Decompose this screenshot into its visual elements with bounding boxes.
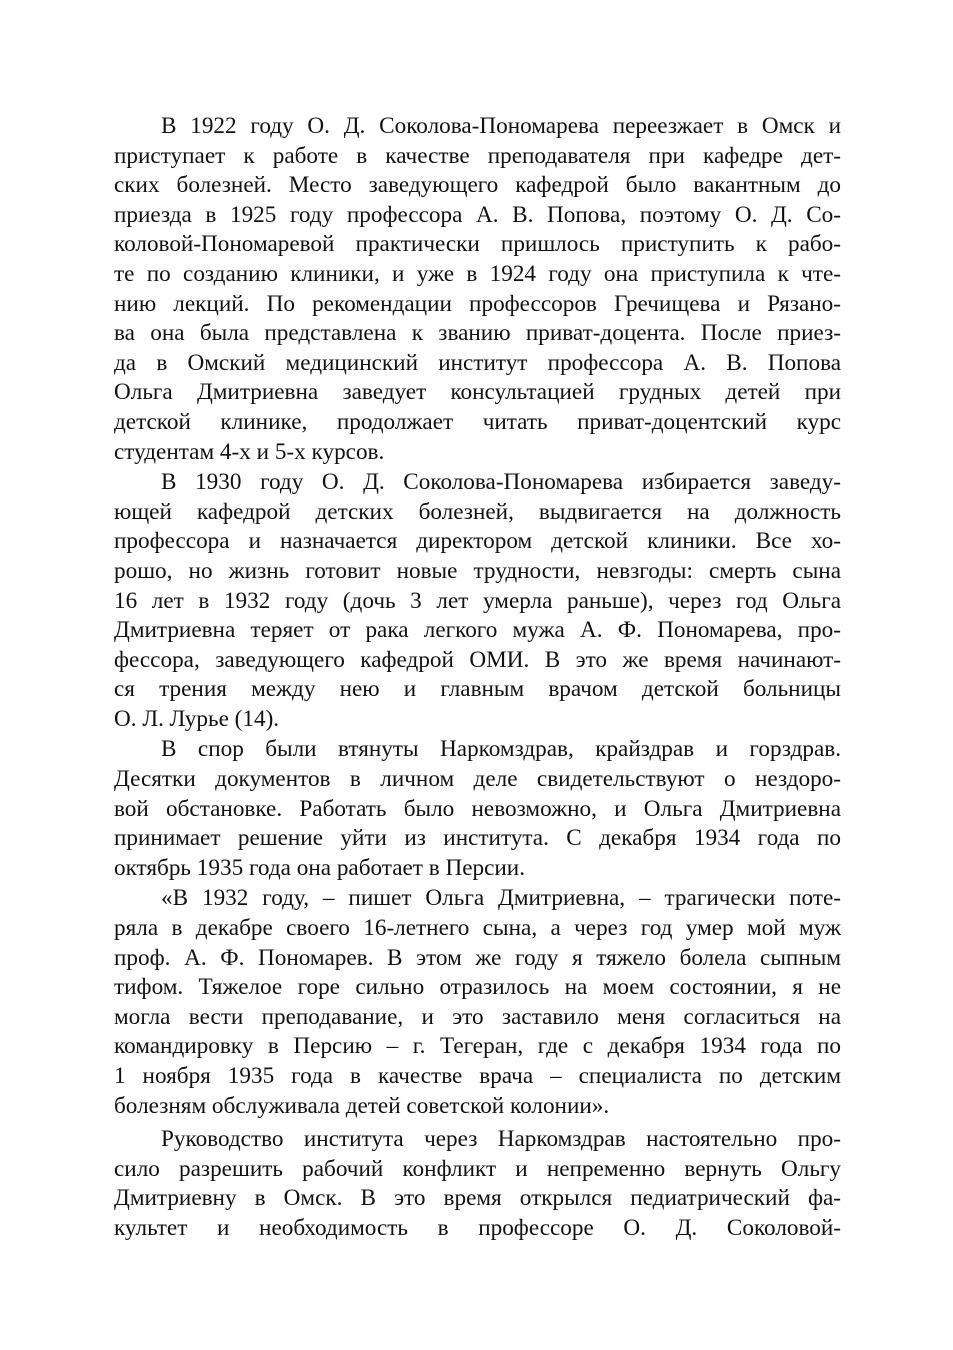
paragraph	[114, 1125, 841, 1243]
paragraph	[114, 112, 841, 467]
text-line: 16 лет в 1932 году (дочь 3 лет умерла раньше), через год Ольга	[114, 587, 841, 614]
text-line: фессора, заведующего кафедрой ОМИ. В это же время начинают-	[114, 646, 841, 673]
text-line: Дмитриевна теряет от рака легкого мужа А. Ф. Пономарева, про-	[114, 617, 841, 644]
text-line: сило разрешить рабочий конфликт и непременно вернуть Ольгу	[114, 1155, 841, 1182]
text-line: Десятки документов в личном деле свидетельствуют о нездоро-	[114, 766, 841, 793]
text-line: болезням обслуживала детей советской колонии».	[114, 1092, 610, 1119]
text-line: ся трения между нею и главным врачом детской больницы	[114, 676, 841, 703]
text-line: принимает решение уйти из института. С декабря 1934 года по	[114, 825, 841, 852]
text-line: В 1930 году О. Д. Соколова-Пономарева избирается заведу-	[161, 469, 841, 496]
text-line: В спор были втянуты Наркомздрав, крайздрав и горздрав.	[161, 736, 841, 763]
text-line: профессора и назначается директором детской клиники. Все хо-	[114, 528, 841, 555]
text-line: рошо, но жизнь готовит новые трудности, невзгоды: смерть сына	[114, 557, 841, 584]
text-line: проф. А. Ф. Пономарев. В этом же году я тяжело болела сыпным	[114, 944, 841, 971]
text-line: Руководство института через Наркомздрав настоятельно про-	[161, 1126, 841, 1153]
paragraph	[114, 735, 841, 883]
text-line: командировку в Персию – г. Тегеран, где с декабря 1934 года по	[114, 1033, 841, 1060]
text-line: могла вести преподавание, и это заставило меня согласиться на	[114, 1003, 841, 1030]
text-line: приезда в 1925 году профессора А. В. Попова, поэтому О. Д. Со-	[114, 201, 841, 228]
text-line: студентам 4-х и 5-х курсов.	[114, 438, 385, 465]
text-line: Ольга Дмитриевна заведует консультацией грудных детей при	[114, 379, 841, 406]
text-line: детской клинике, продолжает читать приват-доцентский курс	[114, 408, 841, 435]
text-line: те по созданию клиники, и уже в 1924 году она приступила к чте-	[114, 260, 841, 287]
paragraph	[114, 468, 841, 734]
text-line: ва она была представлена к званию приват-доцента. После приез-	[114, 320, 841, 347]
text-line: да в Омский медицинский институт профессора А. В. Попова	[114, 349, 841, 376]
paragraph	[114, 884, 841, 1121]
text-line: ющей кафедрой детских болезней, выдвигается на должность	[114, 498, 841, 525]
text-line: культет и необходимость в профессоре О. Д. Соколовой-	[114, 1214, 841, 1241]
text-line: нию лекций. По рекомендации профессоров Гречищева и Рязано-	[114, 290, 841, 317]
text-line: вой обстановке. Работать было невозможно, и Ольга Дмитриевна	[114, 795, 841, 822]
text-line: В 1922 году О. Д. Соколова-Пономарева переезжает в Омск и	[161, 113, 841, 139]
text-line: Дмитриевну в Омск. В это время открылся педиатрический фа-	[114, 1185, 841, 1212]
text-line: ряла в декабре своего 16-летнего сына, а через год умер мой муж	[114, 915, 841, 942]
text-line: О. Л. Лурье (14).	[114, 705, 280, 732]
text-line: приступает к работе в качестве преподавателя при кафедре дет-	[114, 142, 841, 169]
text-line: октябрь 1935 года она работает в Персии.	[114, 854, 525, 881]
document-page	[114, 112, 841, 1244]
text-line: «В 1932 году, – пишет Ольга Дмитриевна, – трагически поте-	[161, 885, 841, 912]
text-line: тифом. Тяжелое горе сильно отразилось на моем состоянии, я не	[114, 974, 841, 1001]
text-line: ских болезней. Место заведующего кафедрой было вакантным до	[114, 172, 841, 199]
text-line: коловой-Пономаревой практически пришлось приступить к рабо-	[114, 231, 841, 258]
text-line: 1 ноября 1935 года в качестве врача – специалиста по детским	[114, 1063, 841, 1089]
